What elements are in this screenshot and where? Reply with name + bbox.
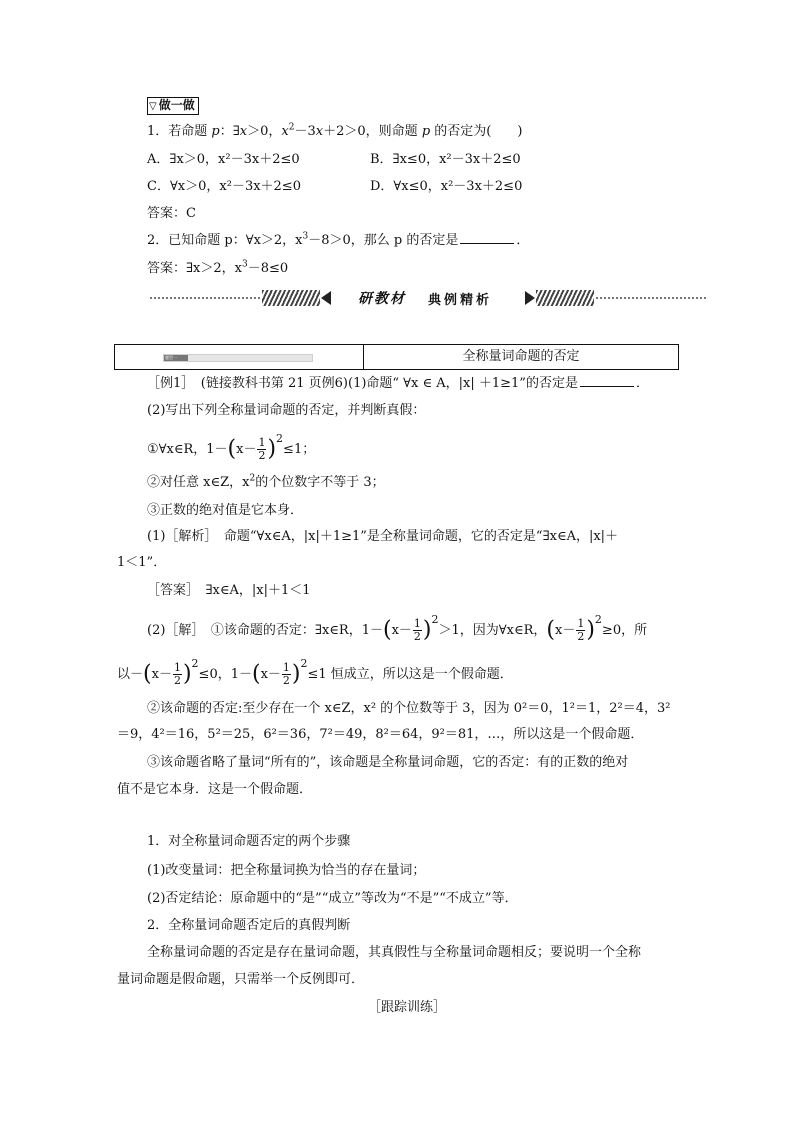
topic-header-table [114, 344, 679, 370]
banner-stripe-left [262, 290, 320, 306]
solution-line-6: 值不是它本身．这是一个假命题． [117, 782, 313, 797]
banner-title: 研教材 [358, 291, 406, 307]
solution-line-4: ＝9，4²＝16，5²＝25，6²＝36，7²＝49，8²＝64，9²＝81，…，所以这是一个假命题． [117, 727, 644, 742]
summary-heading-2: 2．全称量词命题否定后的真假判断 [147, 918, 351, 933]
banner-subtitle: 典例精析 [428, 293, 493, 308]
answer-blank [580, 374, 634, 387]
banner-dotted-rule-left [150, 297, 260, 299]
analysis-line-1: (1)［解析］ 命题“∀x∈A，|x|＋1≥1”是全称量词命题，它的否定是“∃x∈A，|x|＋ [147, 529, 619, 544]
banner-arrow-right-icon [525, 291, 535, 305]
topic-label: 题型一 [164, 355, 188, 361]
solution-line-3: ②该命题的否定:至少存在一个 x∈Z，x² 的个位数等于 3，因为 0²＝0，1²＝1，2²＝4，3² [147, 701, 671, 716]
option-a: A．∃x＞0，x²－3x＋2≤0 [147, 152, 300, 167]
option-c: C．∀x＞0，x²－3x＋2≤0 [147, 179, 301, 194]
summary-point-2: (2)否定结论：原命题中的“是”“成立”等改为“不是”“不成立”等． [147, 891, 518, 906]
follow-up-training-heading: ［跟踪训练］ [368, 1000, 447, 1015]
topic-label-cell [115, 345, 364, 369]
example-item-2: ②对任意 x∈Z，$x^2$的个位数字不等于 3； [147, 473, 385, 490]
topic-label-bar [163, 354, 313, 362]
answer-blank [460, 231, 514, 244]
option-b: B．∃x≤0，x²－3x＋2≤0 [370, 152, 521, 167]
section-banner [150, 288, 706, 308]
answer-1: 答案：C [147, 206, 196, 221]
example-item-3: ③正数的绝对值是它本身． [147, 503, 304, 518]
solution-line-1: (2)［解］ ①该命题的否定：∃x∈R，1－(x－ $\frac{1}{2}$ )$^2$＞1，因为∀x∈R，(x－ $\frac{1}{2}$ )$^2$≥0，所 [147, 613, 648, 643]
banner-arrow-left-icon [321, 291, 331, 305]
example-line-1: ［例1］ (链接教科书第 21 页例6)(1)命题“ ∀x ∈ A，|x| ＋1≥1”的否定是 ． [147, 376, 649, 391]
analysis-line-2: 1＜1”． [117, 555, 167, 570]
down-triangle-icon: ▽ [149, 101, 157, 112]
solution-line-5: ③该命题省略了量词“所有的”，该命题是全称量词命题，它的否定：有的正数的绝对 [147, 755, 629, 770]
solution-line-2: 以－(x－ $\frac{1}{2}$ )$^2$≤0，1－(x－ $\frac{1}{2}$ )$^2$≤1 恒成立，所以这是一个假命题． [117, 657, 513, 687]
option-d: D．∀x≤0，x²－3x＋2≤0 [370, 179, 523, 194]
example-item-1: ①∀x∈R，1－(x－ $\frac{1}{2}$ )$^2$≤1； [147, 432, 316, 462]
question-1: 1．若命题 p：∃x＞0，$x^2-3x+2>0$，则命题 p 的否定为( ) [147, 122, 523, 139]
summary-point-4: 量词命题是假命题，只需举一个反例即可． [117, 972, 365, 987]
banner-dotted-rule-right [596, 297, 706, 299]
answer-box: ［答案］ ∃x∈A，|x|＋1＜1 [147, 583, 311, 598]
banner-stripe-right [536, 290, 594, 306]
answer-2: 答案：∃x＞2，$x^3-8\le 0$ [147, 259, 289, 276]
summary-point-3: 全称量词命题的否定是存在量词命题，其真假性与全称量词命题相反；要说明一个全称 [147, 945, 642, 960]
question-2: 2．已知命题 p：∀x＞2，$x^3-8>0$，那么 p 的否定是 ． [147, 231, 530, 248]
summary-point-1: (1)改变量词：把全称量词换为恰当的存在量词； [147, 863, 426, 878]
topic-title: 全称量词命题的否定 [462, 349, 580, 364]
practice-badge: ▽ 做一做 [147, 96, 199, 116]
example-line-2: (2)写出下列全称量词命题的否定，并判断真假： [147, 403, 426, 418]
summary-heading-1: 1．对全称量词命题否定的两个步骤 [147, 834, 351, 849]
